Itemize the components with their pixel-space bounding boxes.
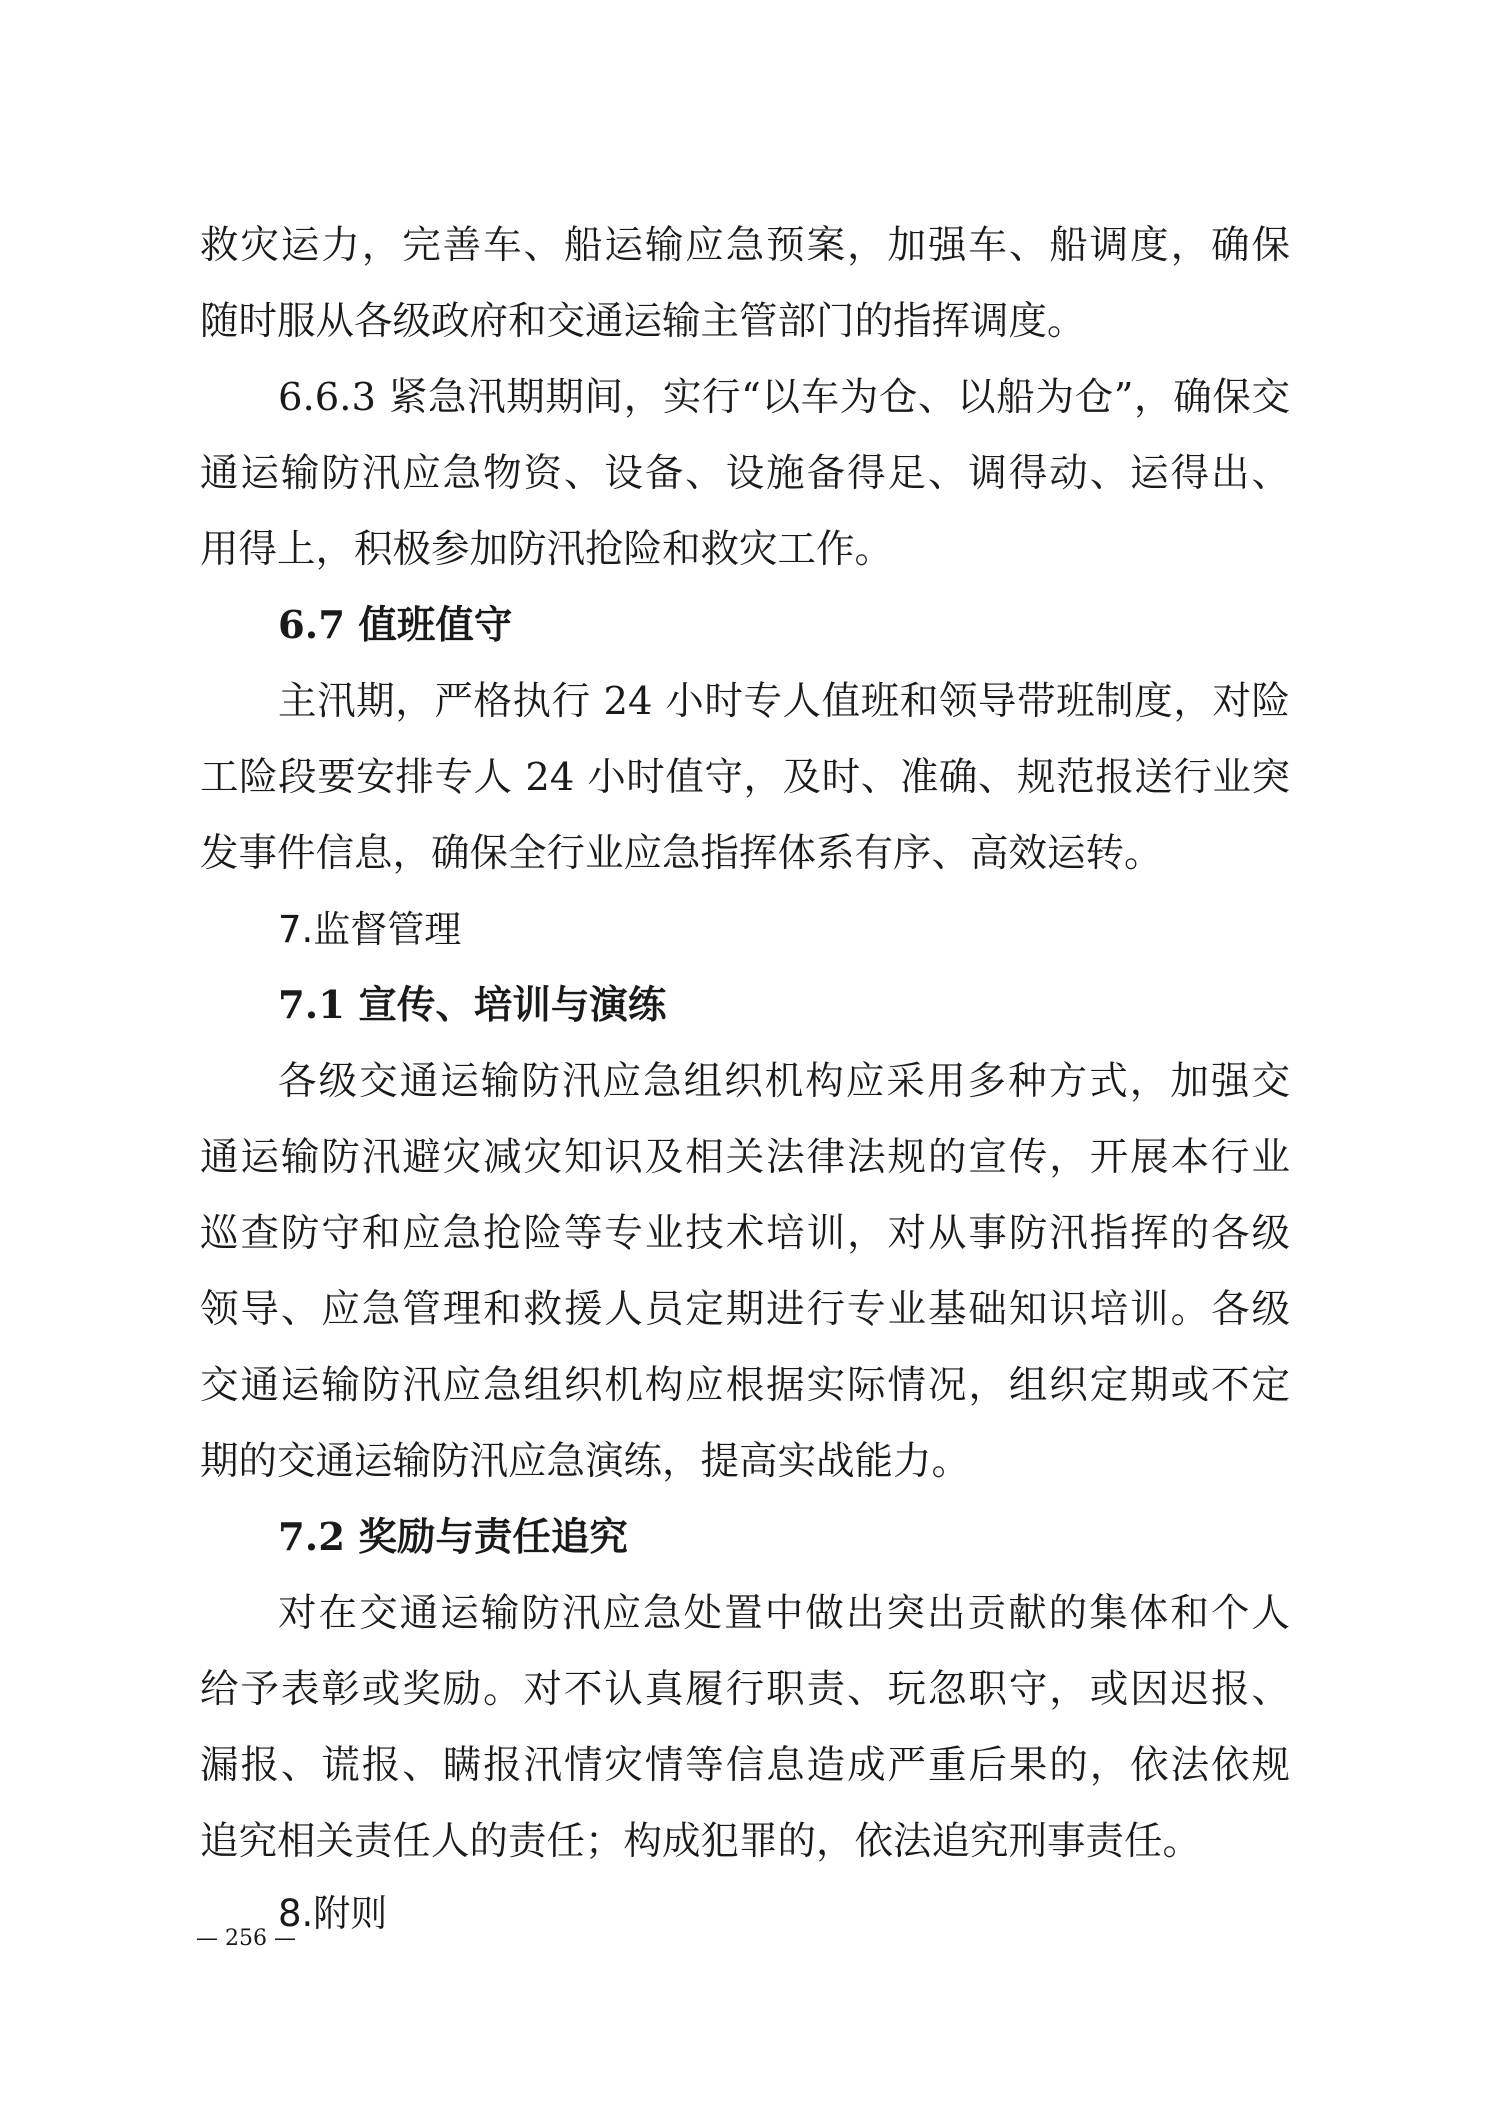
paragraph-line: 各级交通运输防汛应急组织机构应采用多种方式，加强交 bbox=[278, 1059, 1290, 1104]
paragraph-line: 工险段要安排专人 24 小时值守，及时、准确、规范报送行业突 bbox=[200, 755, 1290, 800]
paragraph-line: 对在交通运输防汛应急处置中做出突出贡献的集体和个人 bbox=[278, 1591, 1290, 1636]
section-heading-7-2: 7.2 奖励与责任追究 bbox=[278, 1515, 628, 1560]
paragraph-line: 通运输防汛避灾减灾知识及相关法律法规的宣传，开展本行业 bbox=[200, 1135, 1290, 1180]
paragraph-line: 主汛期，严格执行 24 小时专人值班和领导带班制度，对险 bbox=[278, 679, 1290, 724]
paragraph-line: 随时服从各级政府和交通运输主管部门的指挥调度。 bbox=[200, 299, 1086, 344]
paragraph-line: 给予表彰或奖励。对不认真履行职责、玩忽职守，或因迟报、 bbox=[200, 1667, 1290, 1712]
paragraph-line: 用得上，积极参加防汛抢险和救灾工作。 bbox=[200, 527, 894, 572]
paragraph-line: 发事件信息，确保全行业应急指挥体系有序、高效运转。 bbox=[200, 831, 1163, 876]
chapter-heading-7: 7.监督管理 bbox=[278, 908, 462, 951]
paragraph-line: 巡查防守和应急抢险等专业技术培训，对从事防汛指挥的各级 bbox=[200, 1211, 1290, 1256]
paragraph-line: 通运输防汛应急物资、设备、设施备得足、调得动、运得出、 bbox=[200, 451, 1290, 496]
paragraph-line: 追究相关责任人的责任；构成犯罪的，依法追究刑事责任。 bbox=[200, 1819, 1202, 1864]
paragraph-line: 漏报、谎报、瞒报汛情灾情等信息造成严重后果的，依法依规 bbox=[200, 1743, 1290, 1788]
paragraph-line: 期的交通运输防汛应急演练，提高实战能力。 bbox=[200, 1439, 971, 1484]
section-heading-6-7: 6.7 值班值守 bbox=[278, 603, 513, 648]
paragraph-line: 领导、应急管理和救援人员定期进行专业基础知识培训。各级 bbox=[200, 1287, 1290, 1332]
paragraph-line: 6.6.3 紧急汛期期间，实行“以车为仓、以船为仓”，确保交 bbox=[278, 375, 1290, 420]
paragraph-line: 救灾运力，完善车、船运输应急预案，加强车、船调度，确保 bbox=[200, 223, 1290, 268]
page-number: — 256 — bbox=[196, 1926, 296, 1951]
paragraph-line: 交通运输防汛应急组织机构应根据实际情况，组织定期或不定 bbox=[200, 1363, 1290, 1408]
section-heading-7-1: 7.1 宣传、培训与演练 bbox=[278, 983, 667, 1028]
chapter-heading-8: 8.附则 bbox=[278, 1892, 388, 1935]
